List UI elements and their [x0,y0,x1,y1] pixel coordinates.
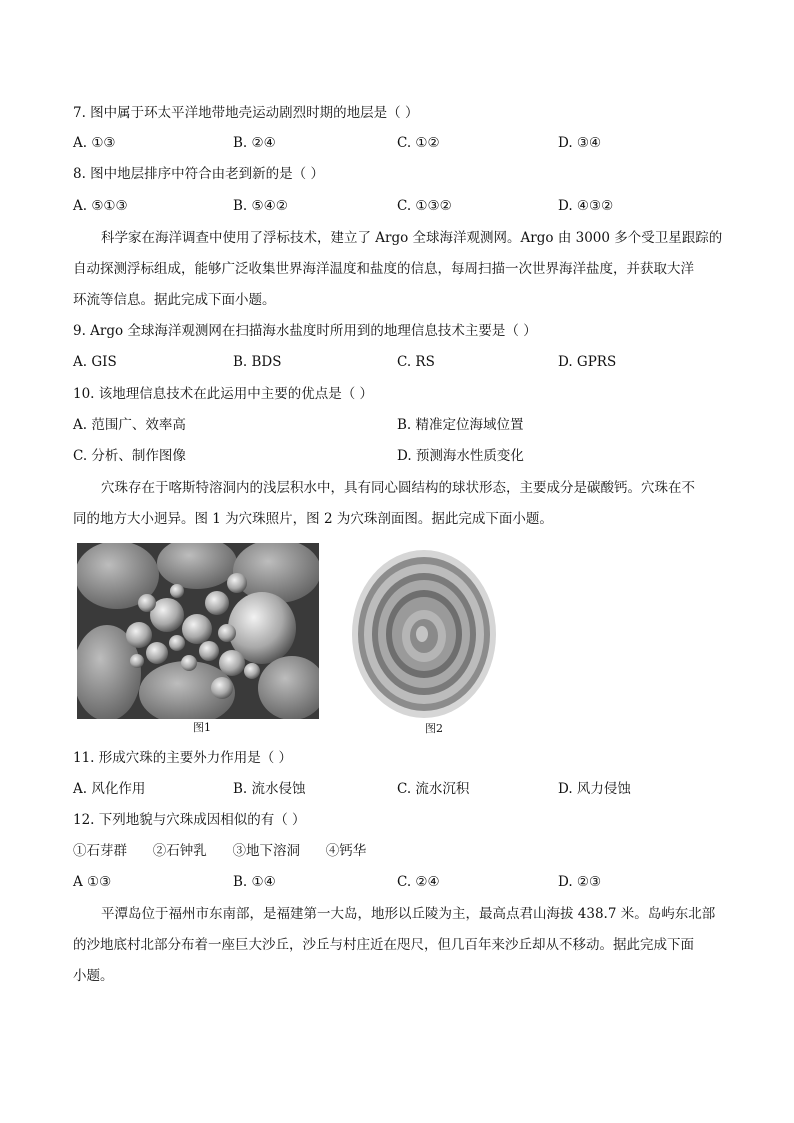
figure-1-caption: 图1 [193,721,211,734]
passage-2-line-2: 同的地方大小迥异。图 1 为穴珠照片，图 2 为穴珠剖面图。据此完成下面小题。 [73,511,553,527]
question-9-stem: 9. Argo 全球海洋观测网在扫描海水盐度时所用到的地理信息技术主要是（ ） [73,323,537,339]
question-11-stem: 11. 形成穴珠的主要外力作用是（ ） [73,750,293,766]
question-7-option-d: D. ③④ [558,135,602,151]
question-12-stem: 12. 下列地貌与穴珠成因相似的有（ ） [73,812,306,828]
passage-1-line-2: 自动探测浮标组成，能够广泛收集世界海洋温度和盐度的信息，每周扫描一次世界海洋盐度，并获取大洋 [73,261,694,277]
question-10-stem: 10. 该地理信息技术在此运用中主要的优点是（ ） [73,386,374,402]
passage-1-line-3: 环流等信息。据此完成下面小题。 [73,292,276,308]
question-10-option-a: A. 范围广、效率高 [73,417,186,433]
question-10-option-d: D. 预测海水性质变化 [397,448,524,464]
question-11-option-a: A. 风化作用 [73,781,146,797]
question-8-option-b: B. ⑤④② [233,198,288,214]
question-7-option-b: B. ②④ [233,135,276,151]
question-9-option-c: C. RS [397,354,435,370]
figure-2-caption: 图2 [425,722,443,735]
question-8-option-c: C. ①③② [397,198,452,214]
cave-pearl-photo [77,543,319,719]
question-7-option-c: C. ①② [397,135,440,151]
question-7-option-a: A. ①③ [73,135,116,151]
question-12-items: ①石芽群 ②石钟乳 ③地下溶洞 ④钙华 [73,843,367,859]
passage-3-line-2: 的沙地底村北部分布着一座巨大沙丘，沙丘与村庄近在咫尺，但几百年来沙丘却从不移动。据此完成下面 [73,937,694,953]
passage-1-line-1: 科学家在海洋调查中使用了浮标技术，建立了 Argo 全球海洋观测网。Argo 由 3000 多个受卫星跟踪的 [101,230,723,246]
question-9-option-d: D. GPRS [558,354,617,370]
question-9-option-a: A. GIS [73,354,117,370]
question-11-option-c: C. 流水沉积 [397,781,470,797]
passage-2-line-1: 穴珠存在于喀斯特溶洞内的浅层积水中，具有同心圆结构的球状形态，主要成分是碳酸钙。穴珠在不 [101,480,695,496]
question-8-stem: 8. 图中地层排序中符合由老到新的是（ ） [73,166,324,182]
question-10-option-b: B. 精准定位海域位置 [397,417,524,433]
question-12-option-c: C. ②④ [397,874,440,890]
question-8-option-d: D. ④③② [558,198,614,214]
cave-pearl-cross-section [350,548,498,720]
question-8-option-a: A. ⑤①③ [73,198,128,214]
passage-3-line-3: 小题。 [73,968,114,984]
question-12-option-d: D. ②③ [558,874,602,890]
question-10-option-c: C. 分析、制作图像 [73,448,186,464]
passage-3-line-1: 平潭岛位于福州市东南部，是福建第一大岛，地形以丘陵为主，最高点君山海拔 438.7 米。岛屿东北部 [101,906,716,922]
question-12-option-b: B. ①④ [233,874,276,890]
question-9-option-b: B. BDS [233,354,282,370]
question-11-option-b: B. 流水侵蚀 [233,781,306,797]
question-12-option-a: A ①③ [73,874,112,890]
question-7-stem: 7. 图中属于环太平洋地带地壳运动剧烈时期的地层是（ ） [73,105,419,121]
question-11-option-d: D. 风力侵蚀 [558,781,631,797]
